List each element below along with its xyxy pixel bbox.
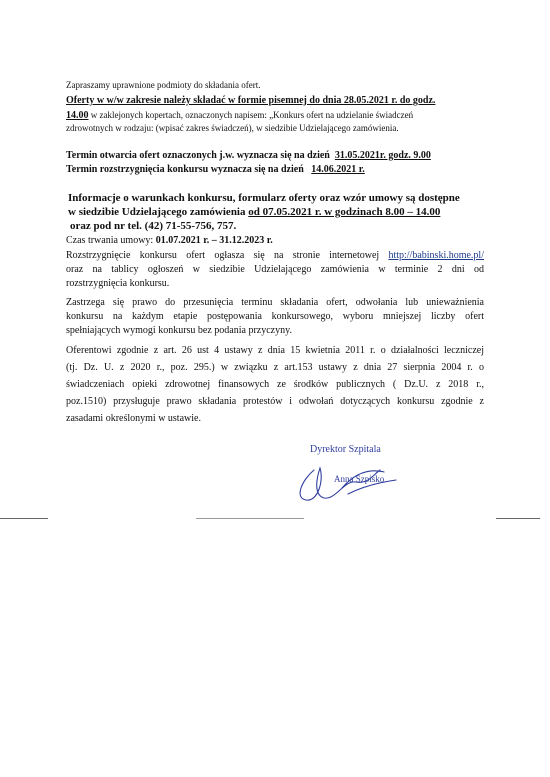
announcement-line-2: oraz na tablicy ogłoszeń w siedzibie Udzielającego zamówienia w terminie 2 dni od: [66, 264, 484, 275]
info-heading: Informacje o warunkach konkursu, formularz oferty oraz wzór umowy są dostępne: [68, 192, 460, 204]
stamp-title: Dyrektor Szpitala: [310, 444, 381, 455]
legal-line-3: świadczeniach opieki zdrowotnej finansowych ze środków publicznych ( Dz.U. z 2018 r.,: [66, 379, 484, 390]
director-signature-stamp: [284, 440, 414, 510]
opening-term: [66, 150, 431, 161]
info-hours: od 07.05.2021 r. w godzinach 8.00 – 14.00: [248, 206, 441, 218]
resolution-term: [66, 164, 365, 175]
announcement-line-1: [66, 250, 484, 261]
resolution-term-label: Termin rozstrzygnięcia konkursu wyznacza się na dzień: [66, 164, 304, 175]
announcement-text: Rozstrzygnięcie konkursu ofert ogłasza się na stronie internetowej: [66, 250, 389, 261]
legal-line-4: poz.1510) przysługuje prawo składania protestów i odwołań dotyczących konkursu zgodnie z: [66, 396, 484, 407]
offers-details-cont: zdrowotnych w rodzaju: (wpisać zakres świadczeń), w siedzibie Udzielającego zamówienia.: [66, 123, 399, 133]
bottom-rule-right: [496, 518, 540, 519]
hospital-website-link[interactable]: http://babinski.home.pl/: [388, 250, 484, 261]
legal-line-5: zasadami określonymi w ustawie.: [66, 413, 201, 424]
contract-duration-value: 01.07.2021 r. – 31.12.2023 r.: [155, 235, 273, 246]
stamp-name: Anna Szpisko: [334, 474, 385, 484]
reservation-line-3: spełniających wymogi konkursu bez podania przyczyny.: [66, 325, 292, 336]
offers-time: 14.00: [66, 110, 89, 121]
legal-line-1: Oferentowi zgodnie z art. 26 ust 4 ustawy z dnia 15 kwietnia 2011 r. o działalności leczniczej: [66, 345, 484, 356]
bottom-rule-left: [0, 518, 48, 519]
offers-details: w zaklejonych kopertach, oznaczonych napisem: „Konkurs ofert na udzielanie świadczeń: [88, 110, 414, 120]
info-phone: oraz pod nr tel. (42) 71-55-756, 757.: [70, 220, 237, 232]
intro-text: Zapraszamy uprawnione podmioty do składania ofert.: [66, 80, 261, 90]
bottom-rule-middle: [196, 518, 304, 519]
offers-deadline: Oferty w w/w zakresie należy składać w formie pisemnej do dnia 28.05.2021 r. do godz.: [66, 95, 436, 106]
legal-line-2: (tj. Dz. U. z 2020 r., poz. 295.) w związku z art.153 ustawy z dnia 27 sierpnia 2004 r. o: [66, 362, 484, 373]
reservation-line-2: konkursu na każdym etapie postępowania konkursowego, wyboru mniejszej liczby ofert: [66, 311, 484, 322]
offers-details-line: [66, 110, 413, 121]
contract-duration-label: Czas trwania umowy:: [66, 235, 156, 246]
reservation-line-1: Zastrzega się prawo do przesunięcia terminu składania ofert, odwołania lub unieważnienia: [66, 297, 484, 308]
resolution-term-date: 14.06.2021 r.: [311, 164, 365, 175]
announcement-line-3: rozstrzygnięcia konkursu.: [66, 278, 170, 289]
opening-term-date: 31.05.2021r. godz. 9.00: [334, 150, 431, 161]
info-location: [68, 206, 440, 218]
contract-duration: [66, 235, 273, 246]
opening-term-label: Termin otwarcia ofert oznaczonych j.w. wyznacza się na dzień: [66, 150, 330, 161]
info-location-text: w siedzibie Udzielającego zamówienia: [68, 206, 249, 218]
